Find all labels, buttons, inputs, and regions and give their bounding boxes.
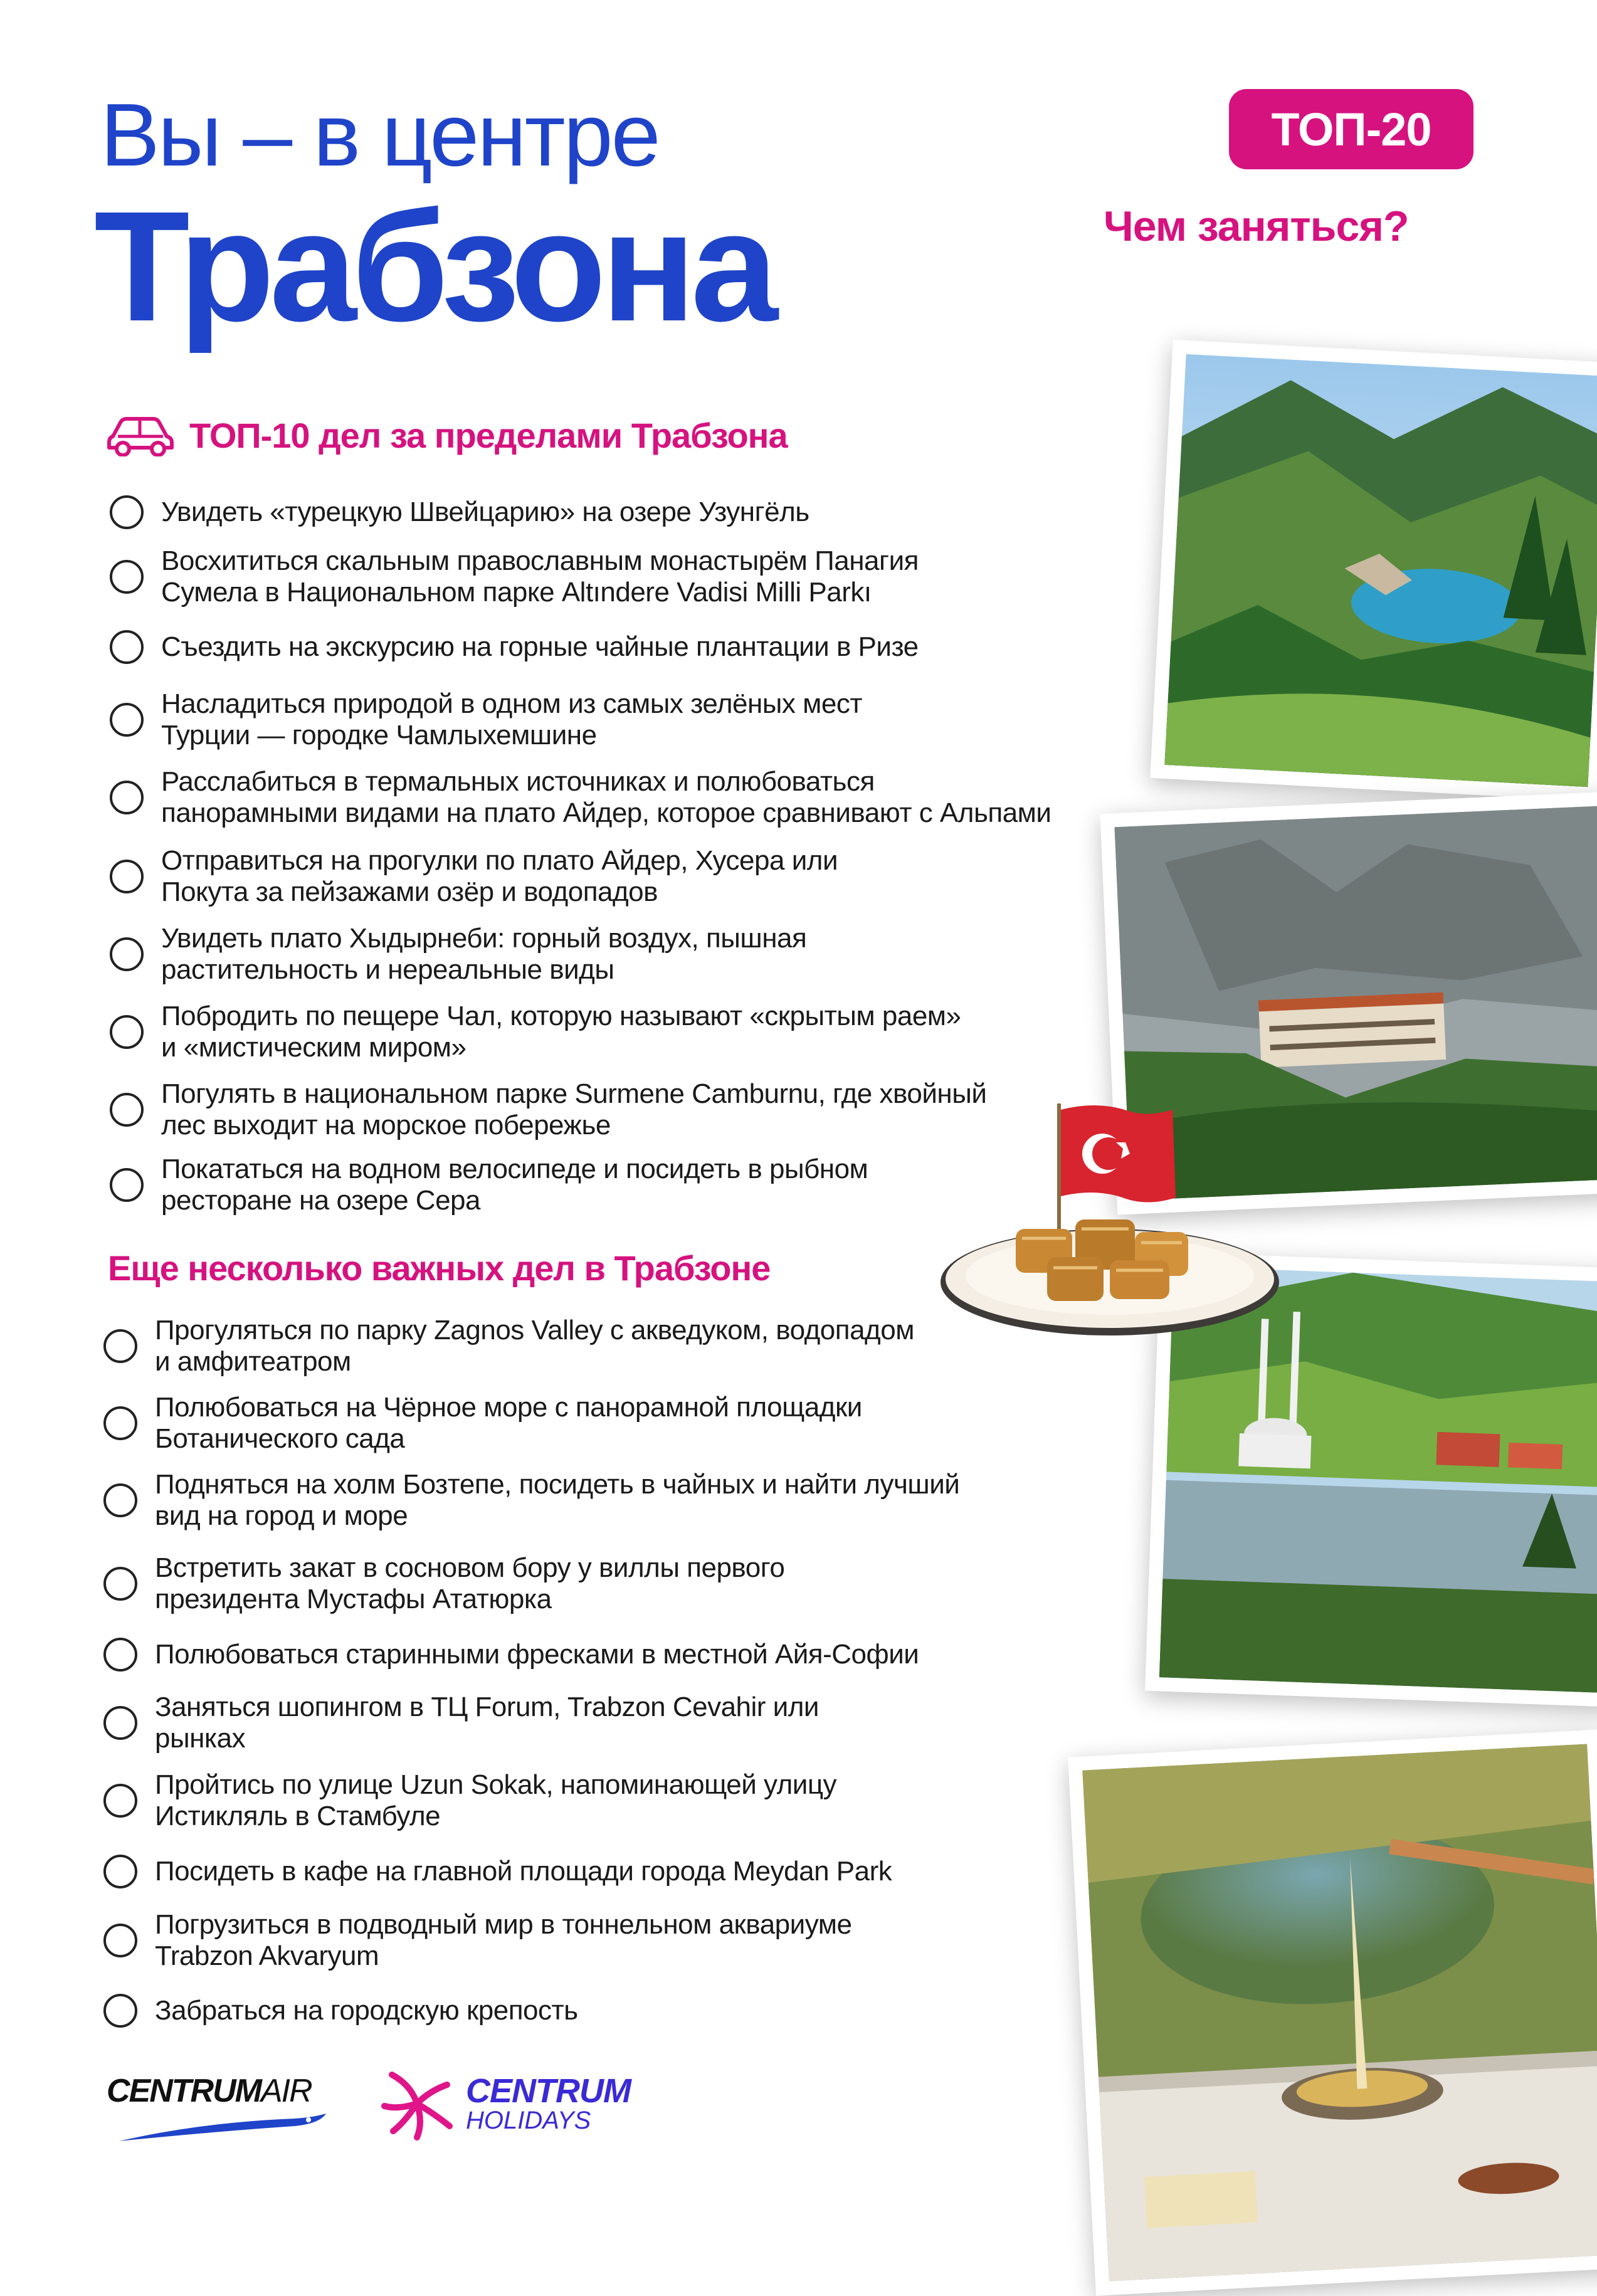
checklist-item	[110, 1001, 961, 1063]
checklist-item	[103, 1638, 919, 1672]
checklist-item	[103, 1692, 819, 1754]
starburst-icon	[379, 2066, 455, 2141]
item-text: Увидеть «турецкую Швейцарию» на озере Узунгёль	[161, 497, 809, 527]
checkbox[interactable]	[110, 860, 144, 893]
item-text: Посидеть в кафе на главной площади города Meydan Park	[155, 1856, 892, 1887]
item-text: Насладиться природой в одном из самых зелёных мест Турции — городке Чамлыхемшине	[161, 688, 862, 750]
section-outside-title: ТОП-10 дел за пределами Трабзона	[189, 415, 788, 455]
top20-badge: ТОП-20	[1229, 89, 1473, 169]
item-text: Заняться шопингом в ТЦ Forum, Trabzon Cevahir или рынках	[155, 1692, 819, 1754]
checkbox[interactable]	[110, 1093, 144, 1127]
item-text: Прогуляться по парку Zagnos Valley с акведуком, водопадом и амфитеатром	[155, 1315, 914, 1377]
car-icon	[107, 414, 174, 456]
item-text: Забраться на городскую крепость	[155, 1995, 578, 2026]
checkbox[interactable]	[103, 1567, 137, 1601]
checklist-item	[110, 688, 862, 751]
centrum-holidays-logo	[379, 2060, 693, 2147]
checklist-item	[110, 495, 809, 529]
item-text: Восхититься скальным православным монастырём Панагия Сумела в Национальном парке Altındere Vadisi Milli Parkı	[161, 545, 919, 608]
subtitle: Чем заняться?	[1104, 203, 1409, 250]
checkbox[interactable]	[103, 1994, 137, 2028]
item-text: Отправиться на прогулки по плато Айдер, Хусера или Покута за пейзажами озёр и водопадов	[161, 845, 838, 907]
checkbox[interactable]	[110, 937, 144, 971]
item-text: Расслабиться в термальных источниках и полюбоваться панорамными видами на плато Айдер, которое сравнивают с Альпами	[161, 766, 1051, 828]
checkbox[interactable]	[103, 1855, 137, 1888]
checklist-item	[110, 845, 838, 908]
checklist-item	[103, 1909, 851, 1972]
item-text: Встретить закат в сосновом бору у виллы первого президента Мустафы Ататюрка	[155, 1552, 785, 1614]
checklist-item	[110, 545, 919, 608]
checkbox[interactable]	[103, 1483, 137, 1517]
checkbox[interactable]	[110, 781, 144, 814]
checkbox[interactable]	[103, 1784, 137, 1818]
checkbox[interactable]	[110, 1168, 144, 1202]
checklist-item	[110, 1154, 868, 1216]
item-text: Погрузиться в подводный мир в тоннельном аквариуме Trabzon Akvaryum	[155, 1909, 852, 1971]
checklist-item	[103, 1769, 836, 1832]
bird-swoosh-icon	[107, 2110, 332, 2147]
section-outside-heading	[107, 414, 788, 456]
checklist-item	[103, 1552, 784, 1615]
title-line-1: Вы – в центре	[100, 85, 659, 185]
checkbox[interactable]	[110, 495, 144, 529]
checkbox[interactable]	[110, 560, 144, 594]
item-text: Подняться на холм Бозтепе, посидеть в чайных и найти лучший вид на город и море	[155, 1469, 960, 1531]
item-text: Пройтись по улице Uzun Sokak, напоминающей улицу Истикляль в Стамбуле	[155, 1769, 837, 1831]
item-text: Полюбоваться старинными фресками в местной Айя-Софии	[155, 1639, 919, 1670]
checkbox[interactable]	[110, 1015, 144, 1049]
checklist-item	[103, 1315, 914, 1377]
checklist-item	[103, 1469, 959, 1532]
checklist-item	[103, 1994, 578, 2028]
checklist-item	[103, 1855, 892, 1888]
holidays-wordmark-line2: HOLIDAYS	[466, 2107, 591, 2134]
checkbox[interactable]	[110, 630, 144, 664]
item-text: Съездить на экскурсию на горные чайные плантации в Ризе	[161, 631, 919, 662]
item-text: Погулять в национальном парке Surmene Camburnu, где хвойный лес выходит на морское побережье	[161, 1078, 987, 1140]
checklist-item	[110, 766, 1051, 829]
item-text: Покататься на водном велосипеде и посидеть в рыбном ресторане на озере Сера	[161, 1154, 868, 1216]
item-text: Увидеть плато Хыдырнеби: горный воздух, пышная растительность и нереальные виды	[161, 923, 807, 985]
checklist-item	[110, 1078, 986, 1141]
item-text: Полюбоваться на Чёрное море с панорамной площадки Ботанического сада	[155, 1392, 862, 1454]
checkbox[interactable]	[103, 1406, 137, 1440]
centrum-air-wordmark: CENTRUMAIR	[107, 2073, 312, 2109]
item-text: Побродить по пещере Чал, которую называют «скрытым раем» и «мистическим миром»	[161, 1001, 961, 1063]
photo-uzungol-lake	[1150, 340, 1597, 802]
checkbox[interactable]	[103, 1924, 137, 1957]
checklist-item	[110, 923, 806, 986]
checkbox[interactable]	[103, 1706, 137, 1740]
checklist-item	[110, 630, 919, 664]
checkbox[interactable]	[103, 1638, 137, 1672]
holidays-wordmark-line1: CENTRUM	[466, 2072, 631, 2110]
section-city-title: Еще несколько важных дел в Трабзоне	[108, 1248, 771, 1288]
checkbox[interactable]	[110, 703, 144, 737]
baklava-flag-illustration	[934, 1103, 1285, 1342]
section-city-heading	[108, 1248, 770, 1288]
checklist-item	[103, 1392, 862, 1455]
title-line-2: Трабзона	[94, 179, 773, 354]
photo-food-cheese	[1068, 1729, 1597, 2295]
centrum-air-logo	[107, 2072, 332, 2147]
checkbox[interactable]	[103, 1329, 137, 1363]
